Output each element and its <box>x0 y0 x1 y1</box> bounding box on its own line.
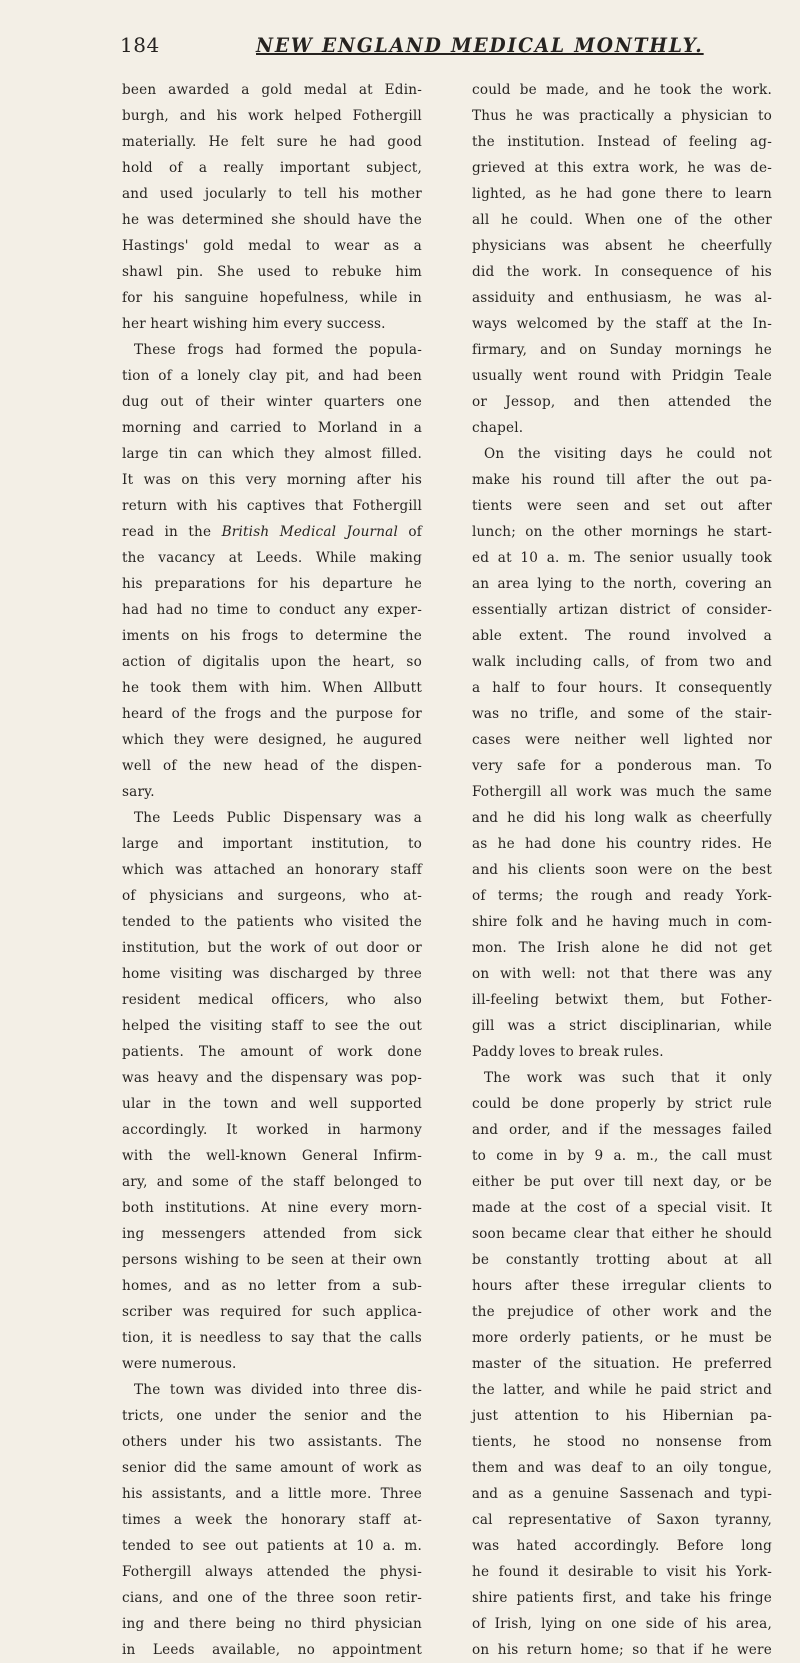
text-line: home visiting was discharged by three <box>122 966 422 982</box>
text-line: for his sanguine hopefulness, while in <box>122 290 422 306</box>
text-line: on with well: not that there was any <box>472 966 772 982</box>
text-line: Paddy loves to break rules. <box>472 1044 664 1060</box>
text-line: Hastings' gold medal to wear as a <box>122 238 422 254</box>
text-line: dug out of their winter quarters one <box>122 394 422 410</box>
text-line: essentially artizan district of consider- <box>472 602 772 618</box>
text-line: mon. The Irish alone he did not get <box>472 940 772 956</box>
text-line: more orderly patients, or he must be <box>472 1330 772 1346</box>
text-line: could be done properly by strict rule <box>472 1096 772 1112</box>
text-line: It was on this very morning after his <box>122 472 422 488</box>
text-line: lighted, as he had gone there to learn <box>472 186 772 202</box>
text-line: read in the British Medical Journal of <box>122 524 422 540</box>
text-line: he found it desirable to visit his York- <box>472 1564 772 1580</box>
text-line: The town was divided into three dis- <box>134 1382 422 1398</box>
text-line: he was determined she should have the <box>122 212 422 228</box>
text-line: or Jessop, and then attended the <box>472 394 772 410</box>
text-line: hold of a really important subject, <box>122 160 422 176</box>
text-line: institution, but the work of out door or <box>122 940 422 956</box>
text-line: tended to the patients who visited the <box>122 914 422 930</box>
text-line: burgh, and his work helped Fothergill <box>122 108 422 124</box>
text-line: senior did the same amount of work as <box>122 1460 422 1476</box>
text-line: usually went round with Pridgin Teale <box>472 368 772 384</box>
text-line: walk including calls, of from two and <box>472 654 772 670</box>
text-line: was hated accordingly. Before long <box>472 1538 772 1554</box>
text-line: ways welcomed by the staff at the In- <box>472 316 772 332</box>
text-line: return with his captives that Fothergill <box>122 498 422 514</box>
text-line: them and was deaf to an oily tongue, <box>472 1460 772 1476</box>
text-line: ill-feeling betwixt them, but Fother- <box>472 992 772 1008</box>
page-number: 184 <box>120 33 160 57</box>
text-line: of physicians and surgeons, who at- <box>122 888 422 904</box>
text-line: his assistants, and a little more. Three <box>122 1486 422 1502</box>
text-line: both institutions. At nine every morn- <box>122 1200 422 1216</box>
text-line: make his round till after the out pa- <box>472 472 772 488</box>
text-line: heard of the frogs and the purpose for <box>122 706 422 722</box>
text-line: ing and there being no third physician <box>122 1616 422 1632</box>
running-title: NEW ENGLAND MEDICAL MONTHLY. <box>256 33 704 57</box>
text-line: had had no time to conduct any exper- <box>122 602 422 618</box>
text-line: tients were seen and set out after <box>472 498 772 514</box>
text-line: These frogs had formed the popula- <box>134 342 422 358</box>
text-line: either be put over till next day, or be <box>472 1174 772 1190</box>
text-line: could be made, and he took the work. <box>472 82 772 98</box>
text-line: resident medical officers, who also <box>122 992 422 1008</box>
text-line: action of digitalis upon the heart, so <box>122 654 422 670</box>
text-line: he took them with him. When Allbutt <box>122 680 422 696</box>
text-line: large tin can which they almost filled. <box>122 446 422 462</box>
text-line: very safe for a ponderous man. To <box>472 758 772 774</box>
text-line: in Leeds available, no appointment <box>122 1642 422 1658</box>
text-line: physicians was absent he cheerfully <box>472 238 772 254</box>
text-line: just attention to his Hibernian pa- <box>472 1408 772 1424</box>
text-line: assiduity and enthusiasm, he was al- <box>472 290 772 306</box>
text-line: shire folk and he having much in com- <box>472 914 772 930</box>
text-line: cal representative of Saxon tyranny, <box>472 1512 772 1528</box>
text-line: tients, he stood no nonsense from <box>472 1434 772 1450</box>
text-line: accordingly. It worked in harmony <box>122 1122 422 1138</box>
text-line: her heart wishing him every success. <box>122 316 386 332</box>
right-text-column <box>472 77 772 1663</box>
text-line: was heavy and the dispensary was pop- <box>122 1070 422 1086</box>
text-line: the institution. Instead of feeling ag- <box>472 134 772 150</box>
text-line: iments on his frogs to determine the <box>122 628 422 644</box>
text-line: a half to four hours. It consequently <box>472 680 772 696</box>
text-line: Fothergill always attended the physi- <box>122 1564 422 1580</box>
text-line: an area lying to the north, covering an <box>472 576 772 592</box>
text-line: able extent. The round involved a <box>472 628 772 644</box>
text-line: was no trifle, and some of the stair- <box>472 706 772 722</box>
text-line: and his clients soon were on the best <box>472 862 772 878</box>
text-line: tion of a lonely clay pit, and had been <box>122 368 422 384</box>
text-line: tended to see out patients at 10 a. m. <box>122 1538 422 1554</box>
text-line: The work was such that it only <box>484 1070 772 1086</box>
text-line: all he could. When one of the other <box>472 212 772 228</box>
text-line: Fothergill all work was much the same <box>472 784 772 800</box>
text-line: the latter, and while he paid strict and <box>472 1382 772 1398</box>
text-line: to come in by 9 a. m., the call must <box>472 1148 772 1164</box>
text-line: soon became clear that either he should <box>472 1226 772 1242</box>
text-line: ary, and some of the staff belonged to <box>122 1174 422 1190</box>
text-line: times a week the honorary staff at- <box>122 1512 422 1528</box>
text-line: patients. The amount of work done <box>122 1044 422 1060</box>
text-line: made at the cost of a special visit. It <box>472 1200 772 1216</box>
text-line: be constantly trotting about at all <box>472 1252 772 1268</box>
text-line: tricts, one under the senior and the <box>122 1408 422 1424</box>
text-line: well of the new head of the dispen- <box>122 758 422 774</box>
text-line: shawl pin. She used to rebuke him <box>122 264 422 280</box>
text-line: The Leeds Public Dispensary was a <box>134 810 422 826</box>
text-line: were numerous. <box>122 1356 237 1372</box>
text-line: materially. He felt sure he had good <box>122 134 422 150</box>
text-line: morning and carried to Morland in a <box>122 420 422 436</box>
text-line: and used jocularly to tell his mother <box>122 186 422 202</box>
text-line: ular in the town and well supported <box>122 1096 422 1112</box>
text-line: as he had done his country rides. He <box>472 836 772 852</box>
text-line: cases were neither well lighted nor <box>472 732 772 748</box>
text-line: the vacancy at Leeds. While making <box>122 550 422 566</box>
text-line: of Irish, lying on one side of his area, <box>472 1616 772 1632</box>
text-line: cians, and one of the three soon retir- <box>122 1590 422 1606</box>
text-line: large and important institution, to <box>122 836 422 852</box>
text-line: chapel. <box>472 420 524 436</box>
text-line: tion, it is needless to say that the calls <box>122 1330 422 1346</box>
text-line: persons wishing to be seen at their own <box>122 1252 422 1268</box>
text-line: hours after these irregular clients to <box>472 1278 772 1294</box>
text-line: lunch; on the other mornings he start- <box>472 524 772 540</box>
text-line: with the well-known General Infirm- <box>122 1148 422 1164</box>
text-line: shire patients first, and take his fringe <box>472 1590 772 1606</box>
text-line: scriber was required for such applica- <box>122 1304 422 1320</box>
text-line: his preparations for his departure he <box>122 576 422 592</box>
text-line: sary. <box>122 784 155 800</box>
text-line: which they were designed, he augured <box>122 732 422 748</box>
text-line: ing messengers attended from sick <box>122 1226 422 1242</box>
text-line: been awarded a gold medal at Edin- <box>122 82 422 98</box>
text-line: the prejudice of other work and the <box>472 1304 772 1320</box>
text-line: grieved at this extra work, he was de- <box>472 160 772 176</box>
text-line: on his return home; so that if he were <box>472 1642 772 1658</box>
text-line: master of the situation. He preferred <box>472 1356 772 1372</box>
text-line: homes, and as no letter from a sub- <box>122 1278 422 1294</box>
text-line: gill was a strict disciplinarian, while <box>472 1018 772 1034</box>
text-line: others under his two assistants. The <box>122 1434 422 1450</box>
text-line: and order, and if the messages failed <box>472 1122 772 1138</box>
text-line: and he did his long walk as cheerfully <box>472 810 772 826</box>
text-line: On the visiting days he could not <box>484 446 772 462</box>
text-line: firmary, and on Sunday mornings he <box>472 342 772 358</box>
text-line: Thus he was practically a physician to <box>472 108 772 124</box>
text-line: did the work. In consequence of his <box>472 264 772 280</box>
text-line: of terms; the rough and ready York- <box>472 888 772 904</box>
text-line: helped the visiting staff to see the out <box>122 1018 422 1034</box>
text-line: and as a genuine Sassenach and typi- <box>472 1486 772 1502</box>
text-line: which was attached an honorary staff <box>122 862 422 878</box>
text-line: ed at 10 a. m. The senior usually took <box>472 550 772 566</box>
left-text-column <box>122 77 422 1663</box>
